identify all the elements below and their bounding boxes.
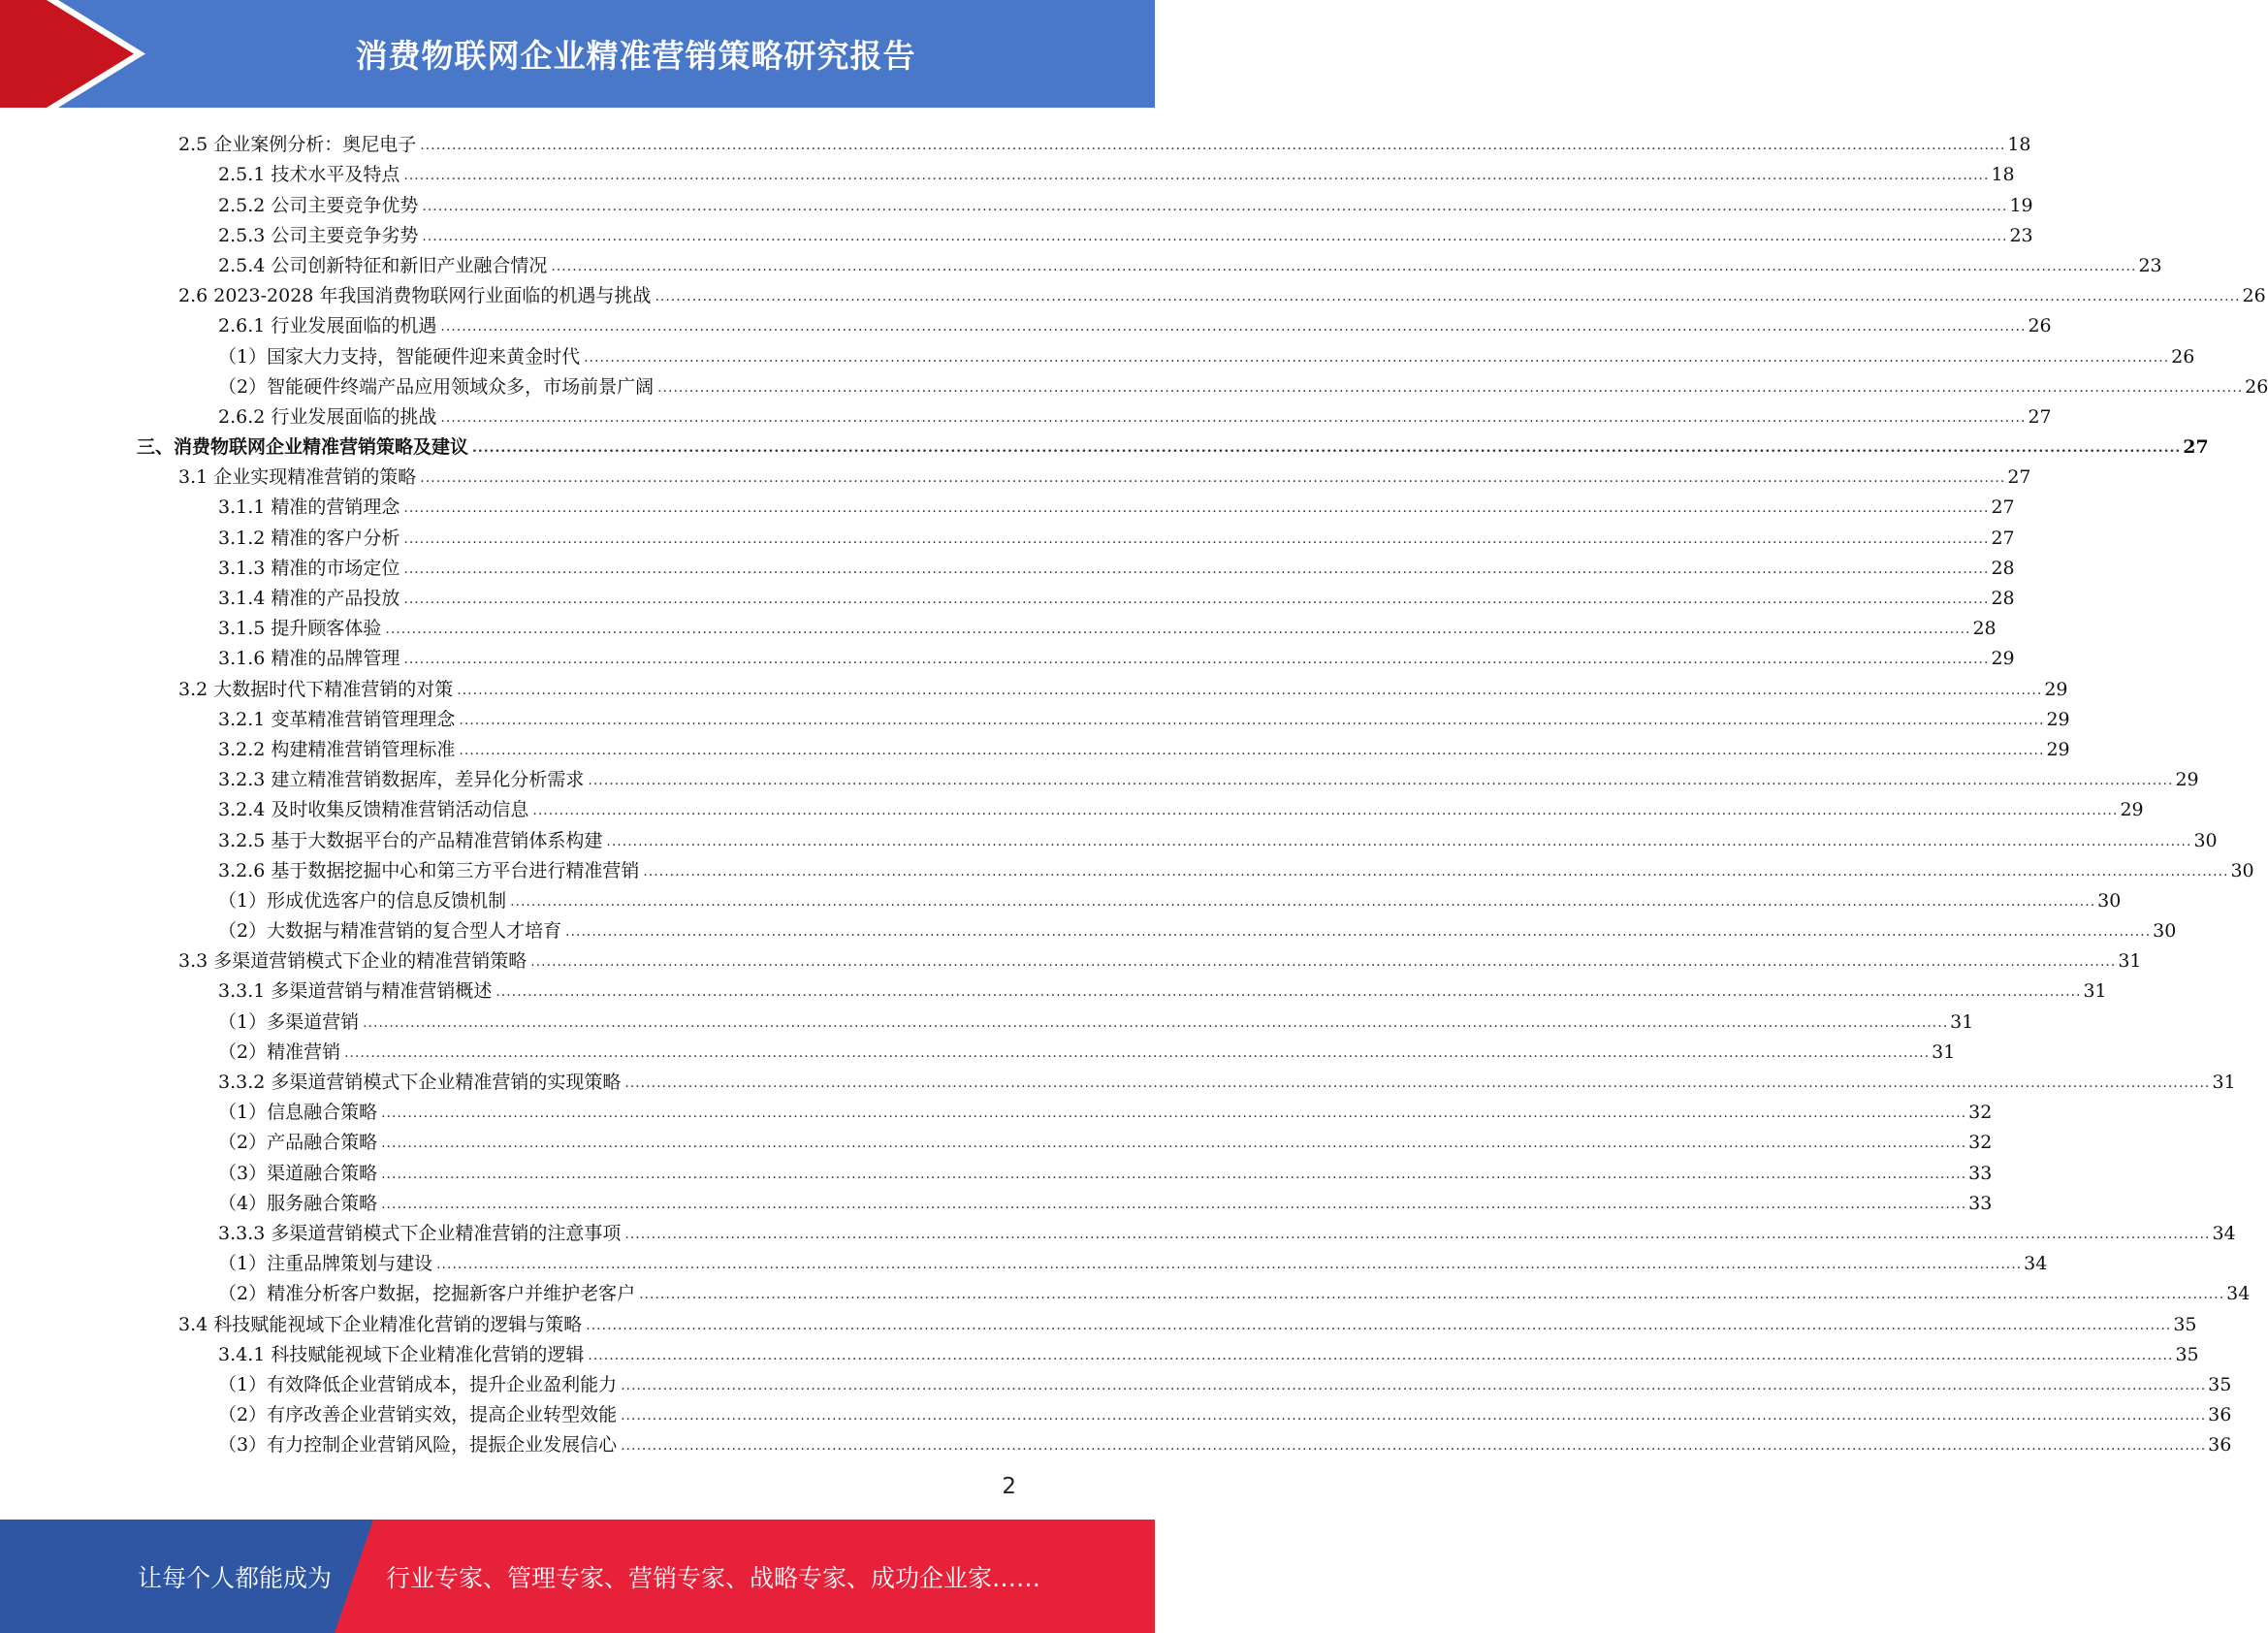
toc-leader-dots: ............................................................................................................................................................................................................................................................................................................ — [588, 1347, 2174, 1363]
toc-entry[interactable] — [0, 1152, 1993, 1184]
toc-entry-page: 30 — [2230, 859, 2254, 881]
page-number: 2 — [1002, 1474, 1016, 1499]
toc-entry[interactable] — [0, 124, 2031, 156]
toc-leader-dots: ............................................................................................................................................................................................................................................................................................................ — [344, 1044, 1931, 1061]
toc-entry-page: 29 — [2120, 799, 2144, 821]
toc-entry-page: 30 — [2097, 889, 2122, 912]
toc-entry-label: 3.2 大数据时代下精准营销的对策 — [178, 678, 454, 700]
toc-entry[interactable] — [0, 548, 2015, 579]
toc-entry-label: 2.6 2023-2028 年我国消费物联网行业面临的机遇与挑战 — [178, 285, 652, 307]
toc-entry[interactable] — [0, 1364, 2232, 1395]
toc-entry-page: 18 — [2007, 134, 2031, 156]
toc-entry-label: 2.5.1 技术水平及特点 — [218, 164, 400, 186]
toc-leader-dots: ............................................................................................................................................................................................................................................................................................................ — [385, 622, 1971, 638]
toc-entry-label: 2.5.4 公司创新特征和新旧产业融合情况 — [218, 254, 548, 276]
toc-entry[interactable] — [0, 245, 2162, 276]
toc-entry[interactable] — [0, 517, 2015, 549]
toc-entry[interactable] — [0, 1032, 1956, 1063]
toc-leader-dots: ............................................................................................................................................................................................................................................................................................................ — [403, 560, 1990, 577]
toc-entry-label: （4）服务融合策略 — [218, 1192, 378, 1214]
toc-leader-dots: ............................................................................................................................................................................................................................................................................................................ — [657, 379, 2244, 396]
toc-leader-dots: ............................................................................................................................................................................................................................................................................................................ — [621, 1438, 2207, 1455]
toc-entry-page: 29 — [2046, 708, 2070, 730]
toc-entry-page: 35 — [2173, 1313, 2197, 1335]
toc-entry-page: 23 — [2009, 224, 2033, 246]
toc-entry-page: 31 — [2083, 980, 2107, 1003]
toc-leader-dots: ............................................................................................................................................................................................................................................................................................................ — [457, 682, 2043, 698]
toc-entry[interactable] — [0, 1303, 2197, 1335]
toc-entry-page: 36 — [2208, 1404, 2232, 1426]
toc-entry-label: （1）多渠道营销 — [218, 1010, 360, 1033]
toc-entry-label: 3.4 科技赋能视域下企业精准化营销的逻辑与策略 — [178, 1313, 583, 1335]
toc-entry-label: 2.5 企业案例分析：奥尼电子 — [178, 134, 417, 156]
toc-leader-dots: ............................................................................................................................................................................................................................................................................................................ — [363, 1014, 1949, 1031]
toc-entry-page: 30 — [2153, 920, 2177, 943]
toc-entry[interactable] — [0, 881, 2122, 912]
toc-entry-label: 2.6.1 行业发展面临的机遇 — [218, 315, 437, 337]
toc-leader-dots: ............................................................................................................................................................................................................................................................................................................ — [403, 652, 1990, 668]
toc-entry-label: 2.5.2 公司主要竞争优势 — [218, 194, 419, 216]
toc-entry-label: 3.2.5 基于大数据平台的产品精准营销体系构建 — [218, 829, 603, 851]
toc-entry-page: 33 — [1968, 1162, 1993, 1184]
toc-entry[interactable] — [0, 427, 2209, 459]
toc-entry-page: 29 — [2175, 769, 2199, 791]
toc-entry-label: （2）精准营销 — [218, 1041, 341, 1063]
toc-leader-dots: ............................................................................................................................................................................................................................................................................................................ — [403, 500, 1990, 517]
toc-entry-label: （1）国家大力支持，智能硬件迎来黄金时代 — [218, 345, 581, 368]
toc-entry-label: （2）产品融合策略 — [218, 1132, 378, 1154]
toc-entry[interactable] — [0, 699, 2070, 730]
toc-entry-label: 3.2.2 构建精准营销管理标准 — [218, 738, 456, 760]
toc-entry-label: 2.6.2 行业发展面临的挑战 — [218, 405, 437, 428]
toc-entry[interactable] — [0, 1001, 1974, 1033]
toc-leader-dots: ............................................................................................................................................................................................................................................................................................................ — [621, 1408, 2207, 1425]
toc-entry[interactable] — [0, 184, 2033, 216]
toc-leader-dots: ............................................................................................................................................................................................................................................................................................................ — [643, 863, 2229, 880]
toc-entry-page: 31 — [2118, 950, 2142, 973]
toc-leader-dots: ............................................................................................................................................................................................................................................................................................................ — [403, 168, 1990, 184]
toc-entry-page: 34 — [2212, 1222, 2236, 1244]
toc-entry-label: 3.1.5 提升顾客体验 — [218, 618, 382, 640]
table-of-contents — [0, 124, 2268, 1457]
toc-entry[interactable] — [0, 1394, 2232, 1426]
toc-leader-dots: ............................................................................................................................................................................................................................................................................................................ — [639, 1287, 2225, 1303]
toc-leader-dots: ............................................................................................................................................................................................................................................................................................................ — [403, 530, 1990, 547]
toc-entry-page: 19 — [2009, 194, 2033, 216]
toc-leader-dots: ............................................................................................................................................................................................................................................................................................................ — [422, 198, 2008, 214]
toc-leader-dots: ............................................................................................................................................................................................................................................................................................................ — [420, 470, 2006, 487]
toc-entry-label: 3.3.2 多渠道营销模式下企业精准营销的实现策略 — [218, 1072, 622, 1093]
toc-entry[interactable] — [0, 759, 2199, 791]
toc-entry-page: 32 — [1968, 1132, 1993, 1154]
toc-entry[interactable] — [0, 336, 2195, 368]
toc-entry-page: 27 — [1991, 496, 2015, 519]
toc-leader-dots: ............................................................................................................................................................................................................................................................................................................ — [530, 954, 2117, 971]
toc-leader-dots: ............................................................................................................................................................................................................................................................................................................ — [624, 1075, 2211, 1091]
toc-leader-dots: ............................................................................................................................................................................................................................................................................................................ — [459, 742, 2045, 758]
toc-entry-label: 3.2.1 变革精准营销管理理念 — [218, 708, 456, 730]
toc-leader-dots: ............................................................................................................................................................................................................................................................................................................ — [588, 773, 2174, 789]
toc-entry-label: 3.2.4 及时收集反馈精准营销活动信息 — [218, 799, 529, 821]
toc-entry[interactable] — [0, 608, 1996, 640]
toc-entry[interactable] — [0, 1425, 2232, 1457]
toc-leader-dots: ............................................................................................................................................................................................................................................................................................................ — [381, 1105, 1967, 1122]
toc-entry-label: （1）信息融合策略 — [218, 1102, 378, 1124]
toc-entry-label: （3）渠道融合策略 — [218, 1162, 378, 1184]
toc-entry-label: （1）形成优选客户的信息反馈机制 — [218, 889, 507, 912]
toc-entry-page: 29 — [2044, 678, 2068, 700]
toc-leader-dots: ............................................................................................................................................................................................................................................................................................................ — [381, 1196, 1967, 1212]
toc-entry[interactable] — [0, 1213, 2236, 1244]
toc-entry-page: 33 — [1968, 1192, 1993, 1214]
toc-entry-label: 3.1.3 精准的市场定位 — [218, 557, 400, 579]
toc-entry[interactable] — [0, 789, 2144, 821]
toc-entry-label: （3）有力控制企业营销风险，提振企业发展信心 — [218, 1434, 618, 1457]
toc-entry-page: 26 — [2245, 375, 2268, 398]
toc-leader-dots: ............................................................................................................................................................................................................................................................................................................ — [584, 349, 2170, 366]
toc-leader-dots: ............................................................................................................................................................................................................................................................................................................ — [621, 1377, 2207, 1393]
toc-leader-dots: ............................................................................................................................................................................................................................................................................................................ — [440, 319, 2027, 336]
toc-entry-label: 3.4.1 科技赋能视域下企业精准化营销的逻辑 — [218, 1343, 585, 1365]
toc-entry-label: 2.5.3 公司主要竞争劣势 — [218, 224, 419, 246]
toc-entry-label: （1）注重品牌策划与建设 — [218, 1253, 433, 1275]
toc-entry-page: 23 — [2138, 254, 2162, 276]
footer-slogan-left: 让每个人都能成为 — [138, 1563, 333, 1592]
toc-entry-page: 29 — [2046, 738, 2070, 760]
page-footer — [0, 1520, 1155, 1633]
toc-entry-page: 31 — [1950, 1010, 1974, 1033]
toc-entry-page: 27 — [2028, 405, 2052, 428]
toc-leader-dots: ............................................................................................................................................................................................................................................................................................................ — [459, 712, 2045, 728]
toc-entry[interactable] — [0, 850, 2254, 881]
toc-entry[interactable] — [0, 578, 2015, 609]
toc-entry[interactable] — [0, 1273, 2251, 1305]
toc-entry[interactable] — [0, 1122, 1993, 1154]
toc-entry[interactable] — [0, 941, 2142, 973]
toc-leader-dots: ............................................................................................................................................................................................................................................................................................................ — [422, 228, 2008, 244]
toc-entry[interactable] — [0, 215, 2033, 246]
toc-leader-dots: ............................................................................................................................................................................................................................................................................................................ — [381, 1136, 1967, 1152]
toc-entry[interactable] — [0, 487, 2015, 519]
toc-entry-page: 35 — [2175, 1343, 2199, 1365]
toc-entry[interactable] — [0, 397, 2052, 428]
toc-entry-label: 3.3.3 多渠道营销模式下企业精准营销的注意事项 — [218, 1222, 622, 1244]
toc-entry-label: 3.1.1 精准的营销理念 — [218, 496, 400, 519]
toc-entry-page: 18 — [1991, 164, 2015, 186]
toc-leader-dots: ............................................................................................................................................................................................................................................................................................................ — [510, 893, 2096, 910]
toc-entry-label: （2）大数据与精准营销的复合型人才培育 — [218, 920, 562, 943]
toc-leader-dots: ............................................................................................................................................................................................................................................................................................................ — [403, 592, 1990, 607]
toc-entry-page: 32 — [1968, 1102, 1993, 1124]
toc-leader-dots: ............................................................................................................................................................................................................................................................................................................ — [495, 984, 2082, 1001]
toc-entry[interactable] — [0, 819, 2218, 851]
toc-entry-page: 35 — [2208, 1373, 2232, 1395]
report-title: 消费物联网企业精准营销策略研究报告 — [355, 37, 916, 75]
toc-entry[interactable] — [0, 1092, 1993, 1124]
toc-entry-page: 26 — [2171, 345, 2195, 368]
toc-entry-page: 36 — [2208, 1434, 2232, 1457]
toc-entry[interactable] — [0, 457, 2031, 489]
toc-entry-page: 28 — [1991, 557, 2015, 579]
toc-entry-label: 3.3 多渠道营销模式下企业的精准营销策略 — [178, 950, 527, 973]
toc-entry[interactable] — [0, 638, 2015, 670]
toc-entry-label: 三、消费物联网企业精准营销策略及建议 — [137, 436, 469, 459]
toc-entry-label: （2）精准分析客户数据，挖掘新客户并维护老客户 — [218, 1283, 636, 1305]
toc-entry-page: 34 — [2226, 1283, 2251, 1305]
toc-leader-dots: ............................................................................................................................................................................................................................................................................................................ — [586, 1317, 2172, 1333]
toc-leader-dots: ............................................................................................................................................................................................................................................................................................................ — [624, 1226, 2211, 1242]
toc-entry-page: 28 — [1991, 588, 2015, 609]
toc-entry-page: 30 — [2193, 829, 2218, 851]
toc-entry-page: 27 — [2007, 466, 2031, 489]
toc-entry[interactable] — [0, 729, 2070, 760]
toc-entry[interactable] — [0, 1062, 2236, 1093]
toc-entry[interactable] — [0, 367, 2268, 398]
toc-entry-page: 29 — [1991, 648, 2015, 670]
toc-leader-dots: ............................................................................................................................................................................................................................................................................................................ — [606, 833, 2192, 849]
toc-leader-dots: ............................................................................................................................................................................................................................................................................................................ — [381, 1166, 1967, 1182]
footer-slogan-right: 行业专家、管理专家、营销专家、战略专家、成功企业家…… — [386, 1563, 1041, 1592]
toc-entry-page: 31 — [1932, 1041, 1956, 1063]
page-header — [0, 0, 1155, 108]
toc-leader-dots: ............................................................................................................................................................................................................................................................................................................ — [436, 1257, 2023, 1273]
toc-leader-dots: ............................................................................................................................................................................................................................................................................................................ — [565, 924, 2152, 941]
toc-entry[interactable] — [0, 911, 2177, 943]
toc-entry-page: 27 — [1991, 527, 2015, 549]
toc-entry-label: （1）有效降低企业营销成本，提升企业盈利能力 — [218, 1373, 618, 1395]
toc-entry[interactable] — [0, 1183, 1993, 1214]
toc-entry[interactable] — [0, 275, 2266, 307]
toc-leader-dots: ............................................................................................................................................................................................................................................................................................................ — [655, 289, 2241, 305]
toc-entry-label: 3.2.6 基于数据挖掘中心和第三方平台进行精准营销 — [218, 859, 640, 881]
toc-entry-page: 34 — [2024, 1253, 2048, 1275]
toc-entry-page: 28 — [1972, 618, 1996, 640]
toc-entry-label: 3.1 企业实现精准营销的策略 — [178, 466, 417, 489]
toc-entry-label: （2）有序改善企业营销实效，提高企业转型效能 — [218, 1404, 618, 1426]
toc-leader-dots: ............................................................................................................................................................................................................................................................................................................ — [440, 409, 2027, 426]
toc-leader-dots: ............................................................................................................................................................................................................................................................................................................ — [532, 803, 2119, 819]
toc-leader-dots: ............................................................................................................................................................................................................................................................................................................ — [551, 258, 2137, 274]
toc-leader-dots: ............................................................................................................................................................................................................................................................................................................ — [420, 138, 2006, 154]
toc-entry-page: 27 — [2183, 436, 2209, 459]
toc-entry-label: 3.1.2 精准的客户分析 — [218, 527, 400, 549]
header-chevron-icon — [0, 0, 155, 108]
toc-entry-label: 3.1.6 精准的品牌管理 — [218, 648, 400, 670]
toc-entry-page: 31 — [2212, 1072, 2236, 1093]
toc-entry-label: （2）智能硬件终端产品应用领域众多，市场前景广阔 — [218, 375, 655, 398]
toc-entry-label: 3.2.3 建立精准营销数据库，差异化分析需求 — [218, 769, 585, 791]
toc-entry-label: 3.3.1 多渠道营销与精准营销概述 — [218, 980, 493, 1003]
toc-entry[interactable] — [0, 1243, 2048, 1275]
toc-entry[interactable] — [0, 305, 2052, 337]
toc-entry[interactable] — [0, 1334, 2199, 1365]
toc-entry-label: 3.1.4 精准的产品投放 — [218, 588, 400, 609]
toc-entry-page: 26 — [2242, 285, 2266, 307]
toc-entry[interactable] — [0, 668, 2068, 700]
toc-leader-dots: ............................................................................................................................................................................................................................................................................................................ — [472, 440, 2182, 457]
toc-entry[interactable] — [0, 971, 2107, 1003]
toc-entry[interactable] — [0, 154, 2015, 186]
toc-entry-page: 26 — [2028, 315, 2052, 337]
